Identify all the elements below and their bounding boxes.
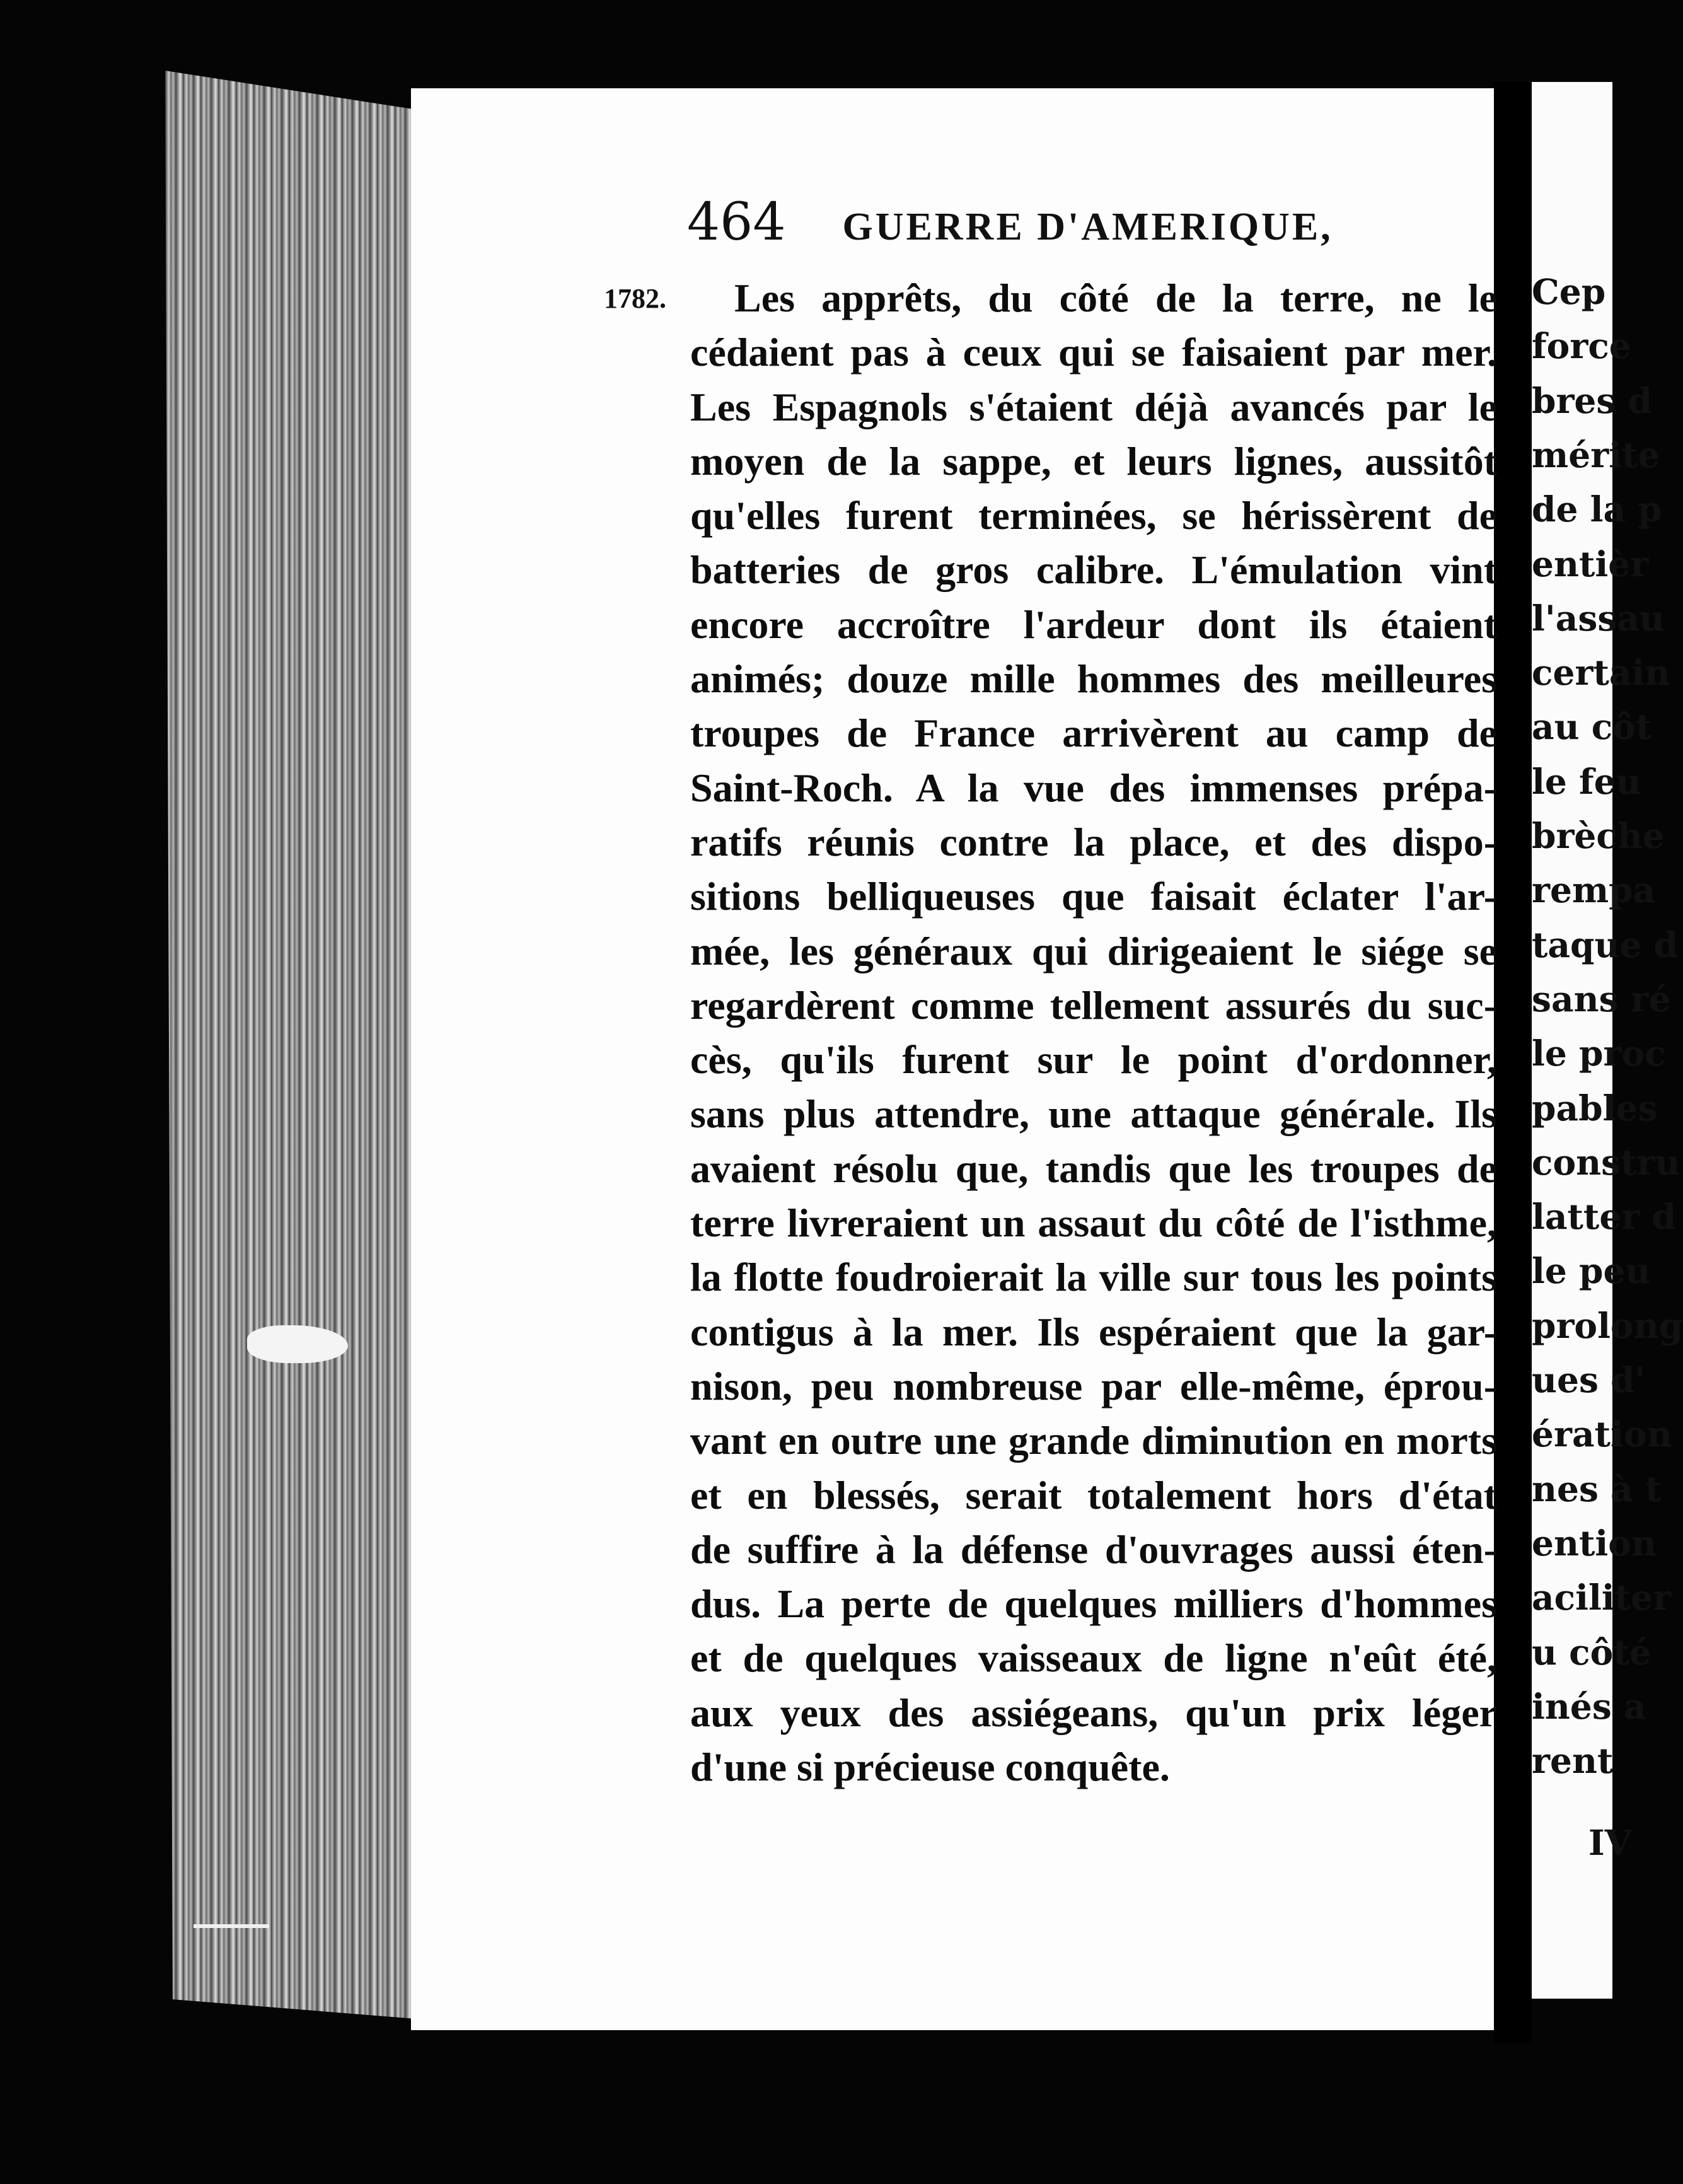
text-line: moyen de la sappe, et leurs lignes, aussitôt (690, 438, 1497, 484)
text-line: Les Espagnols s'étaient déjà avancés par le (690, 384, 1497, 429)
text-line: cédaient pas à ceux qui se faisaient par mer. (690, 330, 1497, 375)
text-line: terre livreraient un assaut du côté de l'isthme, (690, 1200, 1497, 1246)
right-page-text-fragment: de la p (1532, 489, 1662, 530)
text-line: encore accroître l'ardeur dont ils étaient (690, 601, 1497, 647)
book-page-edges (165, 71, 416, 2019)
text-line: sitions belliqueuses que faisait éclater l'ar- (690, 874, 1497, 919)
text-line: cès, qu'ils furent sur le point d'ordonner, (690, 1037, 1497, 1083)
text-line: aux yeux des assiégeans, qu'un prix léger (690, 1690, 1497, 1735)
edge-mark (194, 1924, 269, 1928)
right-page-text-fragment: Cep (1532, 271, 1606, 312)
right-page-text-fragment: u côté (1532, 1631, 1651, 1673)
text-line: Saint-Roch. A la vue des immenses prépa- (690, 765, 1497, 810)
book-gutter (1494, 82, 1532, 2043)
right-page-text-fragment: bres d (1532, 380, 1652, 421)
right-page-text-fragment: aciliter (1532, 1577, 1672, 1618)
right-page-text-fragment: le proc (1532, 1033, 1666, 1074)
text-line: animés; douze mille hommes des meilleures (690, 656, 1497, 702)
margin-year: 1782. (604, 283, 666, 314)
text-line: batteries de gros calibre. L'émulation vint (690, 547, 1497, 593)
text-line: et en blessés, serait totalement hors d'état (690, 1472, 1497, 1518)
right-page-text-fragment: force (1532, 325, 1631, 367)
page-number: 464 (687, 192, 786, 252)
right-page-text-fragment: certain (1532, 652, 1670, 694)
text-line: avaient résolu que, tandis que les troupes de (690, 1146, 1497, 1191)
page-header (687, 192, 1418, 252)
text-line: qu'elles furent terminées, se hérissèrent de (690, 493, 1497, 538)
text-line: Les apprêts, du côté de la terre, ne le (734, 276, 1497, 320)
right-page-text-fragment: le peu (1532, 1250, 1651, 1292)
text-line: dus. La perte de quelques milliers d'hommes (690, 1581, 1497, 1627)
right-page-text-fragment: rent (1532, 1740, 1614, 1782)
text-line: vant en outre une grande diminution en morts (690, 1418, 1497, 1463)
right-page-text-fragment: rempa (1532, 869, 1656, 911)
right-page-text-fragment: mérite (1532, 434, 1660, 475)
text-line: d'une si précieuse conquête. (690, 1745, 1170, 1790)
body-text (690, 271, 1497, 1794)
right-page-text-fragment: taque d (1532, 924, 1679, 965)
right-page-text-fragment: inés a (1532, 1685, 1646, 1727)
text-line: regardèrent comme tellement assurés du suc- (690, 982, 1497, 1028)
right-page-text-fragment: constru (1532, 1141, 1680, 1183)
right-page-text-fragment: entièr (1532, 543, 1649, 584)
right-page-text-fragment: l'assau (1532, 597, 1665, 639)
text-line: troupes de France arrivèrent au camp de (690, 711, 1497, 756)
text-line: contigus à la mer. Ils espéraient que la gar- (690, 1309, 1497, 1354)
text-line: la flotte foudroierait la ville sur tous les points (690, 1255, 1497, 1300)
text-line: sans plus attendre, une attaque générale. Ils (690, 1091, 1497, 1137)
paper-blemish (247, 1325, 348, 1363)
right-page-text-fragment: au côt (1532, 706, 1652, 748)
right-page-text-fragment: latter d (1532, 1196, 1676, 1238)
right-page-text-fragment: ention (1532, 1522, 1657, 1564)
right-page-text-fragment: sans ré (1532, 978, 1671, 1019)
text-line: ratifs réunis contre la place, et des dispo- (690, 819, 1497, 864)
right-page-fragment (1532, 82, 1683, 1999)
right-page-text-fragment: le feu (1532, 760, 1641, 802)
text-line: mée, les généraux qui dirigeaient le siége se (690, 928, 1497, 973)
right-page-text-fragment: brèche (1532, 815, 1665, 856)
text-line: de suffire à la défense d'ouvrages aussi éten- (690, 1526, 1497, 1572)
right-page-text-fragment: IV (1588, 1822, 1632, 1863)
right-page-text-fragment: ération (1532, 1414, 1672, 1455)
right-page-text-fragment: pables (1532, 1087, 1658, 1129)
right-page-text-fragment: nes à t (1532, 1468, 1662, 1509)
text-line: nison, peu nombreuse par elle-même, éprou- (690, 1363, 1497, 1409)
right-page-text-fragment: ues d' (1532, 1359, 1646, 1400)
running-head: GUERRE D'AMERIQUE, (842, 206, 1333, 248)
right-page-text-fragment: prolong (1532, 1304, 1683, 1346)
text-line: et de quelques vaisseaux de ligne n'eût été, (690, 1635, 1497, 1681)
